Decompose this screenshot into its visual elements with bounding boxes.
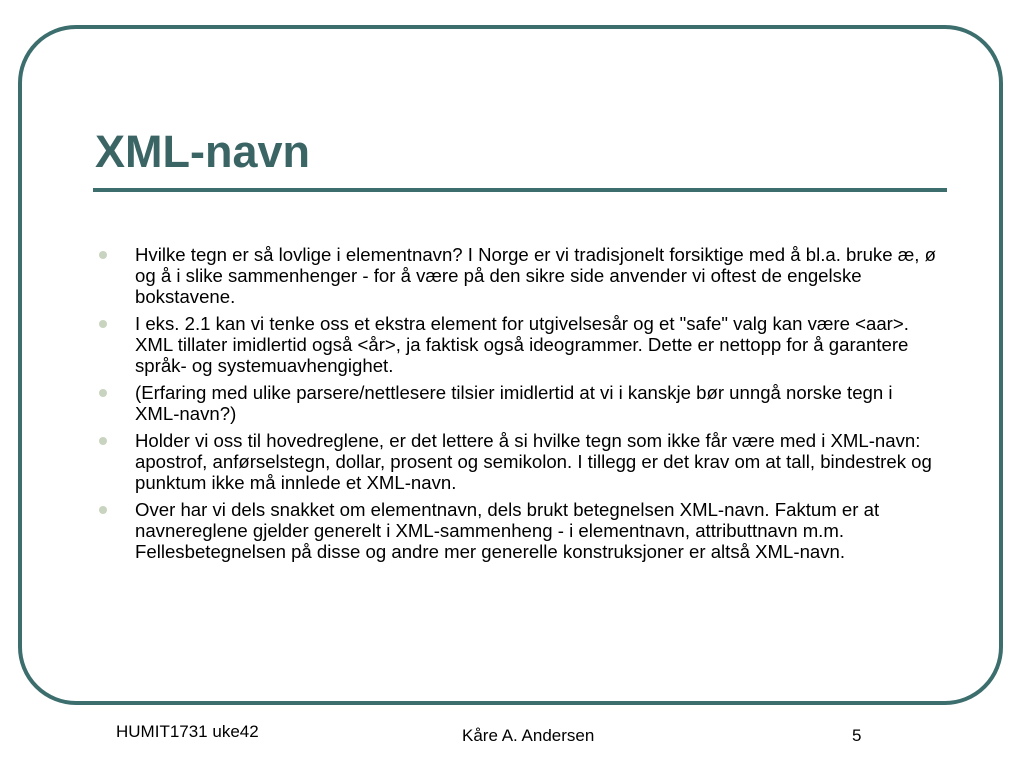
- footer-course-label: HUMIT1731 uke42: [116, 722, 259, 741]
- bullet-text-5: Over har vi dels snakket om elementnavn, dels brukt betegnelsen XML-navn. Faktum er at navnereglene gjelder generelt i XML-sammenheng - i elementnavn, attributtnavn m.m. Fellesbetegnelsen på disse og andre mer generelle konstruksjoner er altså XML-navn.: [135, 499, 880, 562]
- bullet-item-1: [98, 244, 940, 307]
- bullet-icon: [99, 437, 107, 445]
- bullet-icon: [99, 389, 107, 397]
- slide-title: XML-navn: [95, 126, 311, 177]
- bullet-text-1: Hvilke tegn er så lovlige i elementnavn? I Norge er vi tradisjonelt forsiktige med å bl.a. bruke æ, ø og å i slike sammenhenger - for å være på den sikre side anvender vi oftest de engelske bokstavene.: [135, 244, 936, 307]
- footer-page-number: 5: [852, 726, 862, 745]
- bullet-icon: [99, 506, 107, 514]
- footer-author: Kåre A. Andersen: [462, 726, 595, 745]
- bullet-item-3: [98, 382, 940, 424]
- bullet-icon: [99, 320, 107, 328]
- bullet-text-4: Holder vi oss til hovedreglene, er det lettere å si hvilke tegn som ikke får være med i XML-navn: apostrof, anførselstegn, dollar, prosent og semikolon. I tillegg er det krav om at tall, bindestrek og punktum ikke må innlede et XML-navn.: [135, 430, 932, 493]
- bullet-text-3: (Erfaring med ulike parsere/nettlesere tilsier imidlertid at vi i kanskje bør unngå norske tegn i XML-navn?): [135, 382, 893, 424]
- bullet-list: [98, 244, 940, 568]
- bullet-icon: [99, 251, 107, 259]
- bullet-item-5: [98, 499, 940, 562]
- bullet-item-4: [98, 430, 940, 493]
- title-underline: [93, 188, 947, 192]
- bullet-item-2: [98, 313, 940, 376]
- bullet-text-2: I eks. 2.1 kan vi tenke oss et ekstra element for utgivelsesår og et "safe" valg kan være <aar>. XML tillater imidlertid også <år>, ja faktisk også ideogrammer. Dette er nettopp for å garantere språk- og systemuavhengighet.: [135, 313, 909, 376]
